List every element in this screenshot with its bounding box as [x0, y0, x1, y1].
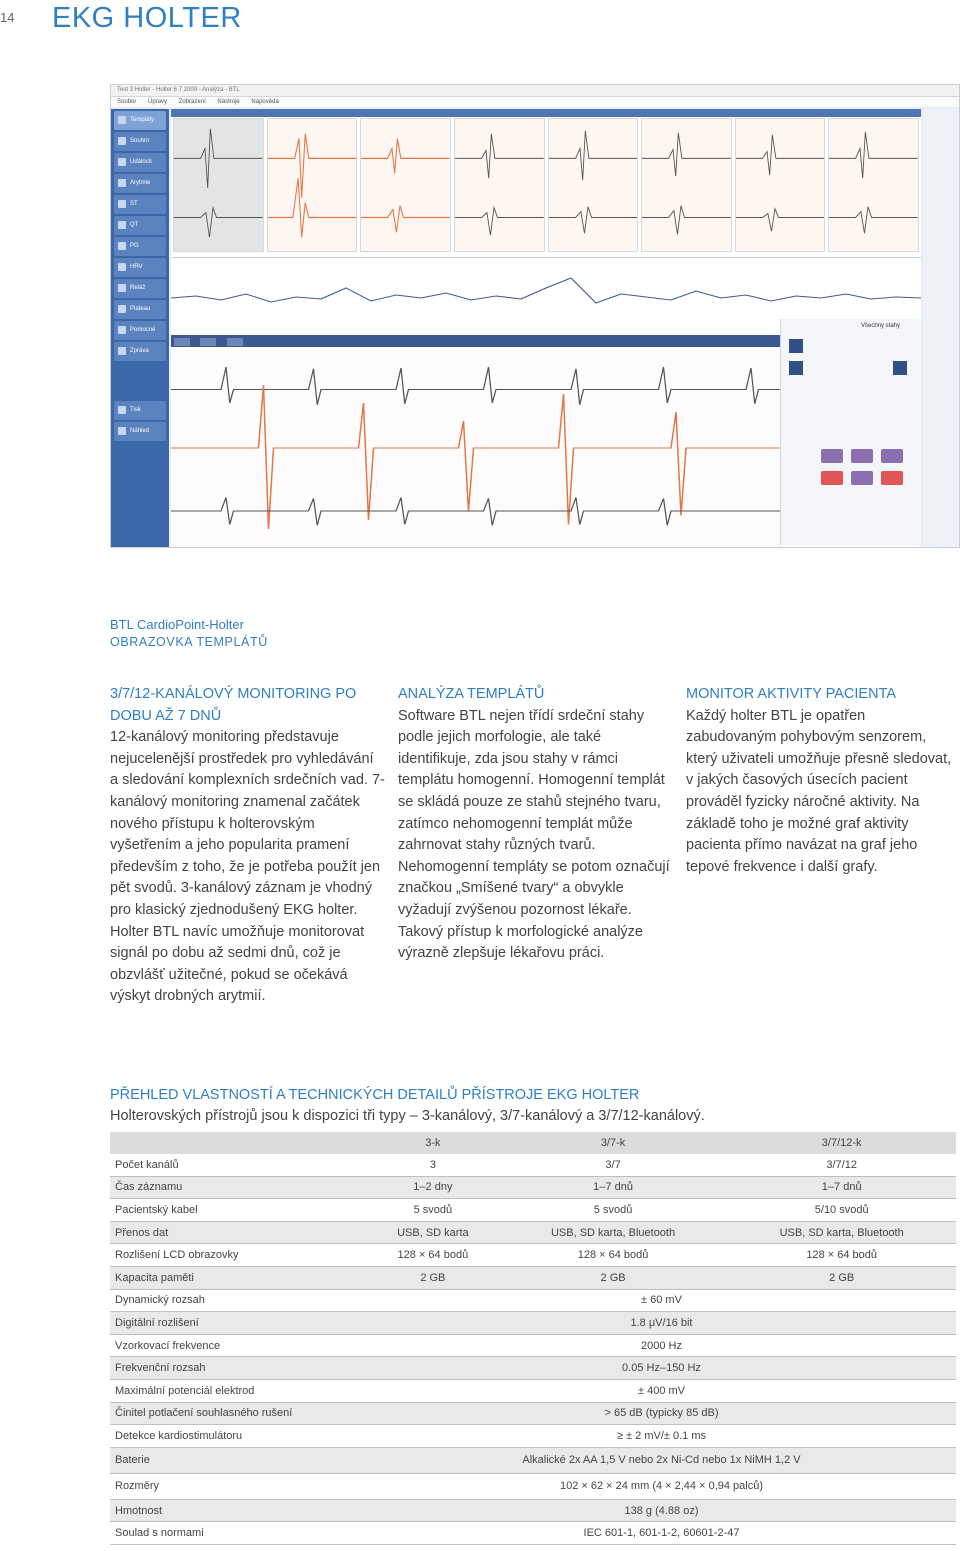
sidebar-item[interactable]: Templáty [114, 111, 166, 130]
menu-item[interactable]: Nástroje [217, 99, 240, 105]
table-row [110, 1357, 956, 1380]
table-row [110, 1334, 956, 1357]
right-toolbar [923, 109, 959, 547]
ecg-trace-icon [268, 119, 357, 251]
specs-heading: PŘEHLED VLASTNOSTÍ A TECHNICKÝCH DETAILŮ PŘÍSTROJE EKG HOLTER [110, 1087, 640, 1103]
specs-table [110, 1132, 956, 1545]
cell: ≥ ± 2 mV/± 0.1 ms [367, 1425, 956, 1448]
ecg-trace-icon [642, 119, 731, 251]
column-heading: ANALÝZA TEMPLÁTŮ [398, 686, 545, 702]
cell: 5/10 svodů [727, 1199, 956, 1222]
text-column [686, 684, 958, 878]
table-row [110, 1266, 956, 1289]
table-row [110, 1312, 956, 1335]
table-row [110, 1199, 956, 1222]
first-button[interactable] [789, 361, 803, 375]
row-label: Hmotnost [110, 1499, 367, 1522]
ecg-trace-icon [736, 119, 825, 251]
template-card[interactable] [267, 118, 358, 252]
template-color-button[interactable] [851, 449, 873, 463]
cell: 128 × 64 bodů [367, 1244, 499, 1267]
table-header-row [110, 1132, 956, 1154]
page-title: EKG HOLTER [52, 2, 242, 34]
cell: ± 60 mV [367, 1289, 956, 1312]
sidebar-item[interactable]: Pomocné [114, 321, 166, 340]
row-label: Počet kanálů [110, 1154, 367, 1176]
table-row [110, 1499, 956, 1522]
row-label: Maximální potenciál elektrod [110, 1379, 367, 1402]
row-label: Digitální rozlišení [110, 1312, 367, 1335]
table-header-cell: 3/7-k [499, 1132, 728, 1154]
row-label: Vzorkovací frekvence [110, 1334, 367, 1357]
menu-item[interactable]: Zobrazení [178, 99, 206, 105]
template-color-button[interactable] [821, 471, 843, 485]
sidebar-item[interactable]: Zpráva [114, 342, 166, 361]
row-label: Rozměry [110, 1473, 367, 1499]
tab[interactable] [227, 338, 243, 346]
sidebar-item[interactable]: PG [114, 237, 166, 256]
sidebar-item[interactable]: Tisk [114, 401, 166, 420]
cell: 5 svodů [367, 1199, 499, 1222]
cell: 2 GB [367, 1266, 499, 1289]
cell: 1.8 μV/16 bit [367, 1312, 956, 1335]
cell: USB, SD karta [367, 1221, 499, 1244]
cell: 5 svodů [499, 1199, 728, 1222]
row-label: Čas záznamu [110, 1176, 367, 1199]
template-card[interactable] [454, 118, 545, 252]
sidebar-item[interactable]: Plateau [114, 300, 166, 319]
table-row [110, 1244, 956, 1267]
table-row [110, 1221, 956, 1244]
column-body: Software BTL nejen třídí srdeční stahy podle jejich morfologie, ale také identifikuje, zda jsou stahy v rámci templátu homogenní. Homogenní templát se skládá pouze ze stahů stejného tvaru, zatímco nehomogenní templát může zahrnovat stahy různých tvarů. Nehomogenní templáty se potom označují značkou „Smíšené tvary“ a obvykle vyžadují zvýšenou pozornost lékaře. Takový přístup k morfologické analýze výrazně zlepšuje lékařovu práci. [398, 707, 670, 962]
row-label: Baterie [110, 1447, 367, 1473]
cell: USB, SD karta, Bluetooth [727, 1221, 956, 1244]
template-grid [171, 118, 921, 252]
table-header-blank [110, 1132, 367, 1154]
tab[interactable] [200, 338, 216, 346]
cell: USB, SD karta, Bluetooth [499, 1221, 728, 1244]
menu-item[interactable]: Soubor [117, 99, 137, 105]
row-label: Detekce kardiostimulátoru [110, 1425, 367, 1448]
row-label: Frekvenční rozsah [110, 1357, 367, 1380]
sidebar-item[interactable]: HRV [114, 258, 166, 277]
software-screenshot [110, 84, 960, 548]
sidebar-item[interactable]: Arytmie [114, 174, 166, 193]
sidebar-item[interactable]: QT [114, 216, 166, 235]
row-label: Kapacita paměti [110, 1266, 367, 1289]
table-row [110, 1473, 956, 1499]
row-label: Činitel potlačení souhlasného rušení [110, 1402, 367, 1425]
cell: 1–7 dnů [727, 1176, 956, 1199]
text-column [398, 684, 673, 965]
cell: > 65 dB (typicky 85 dB) [367, 1402, 956, 1425]
ecg-trace-icon [455, 119, 544, 251]
cell: 1–2 dny [367, 1176, 499, 1199]
navigation-panel [780, 319, 921, 545]
text-column [110, 684, 385, 1008]
template-color-button[interactable] [821, 449, 843, 463]
column-heading: 3/7/12-KANÁLOVÝ MONITORING PO DOBU AŽ 7 DNŮ [110, 686, 357, 724]
template-header-strip [171, 109, 921, 117]
table-row [110, 1425, 956, 1448]
caption-product: BTL CardioPoint-Holter [110, 617, 244, 632]
cell: 128 × 64 bodů [499, 1244, 728, 1267]
sidebar-item[interactable]: Události [114, 153, 166, 172]
row-label: Dynamický rozsah [110, 1289, 367, 1312]
table-row [110, 1154, 956, 1176]
table-row [110, 1447, 956, 1473]
last-button[interactable] [893, 361, 907, 375]
template-card[interactable] [641, 118, 732, 252]
template-color-button[interactable] [881, 471, 903, 485]
sidebar-item[interactable]: Reláž [114, 279, 166, 298]
column-heading: MONITOR AKTIVITY PACIENTA [686, 686, 897, 702]
cell: Alkalické 2x AA 1,5 V nebo 2x Ni-Cd nebo 1x NiMH 1,2 V [367, 1447, 956, 1473]
cell: 102 × 62 × 24 mm (4 × 2,44 × 0,94 palců) [367, 1473, 956, 1499]
sidebar-item[interactable]: Náhled [114, 422, 166, 441]
cell: 2 GB [499, 1266, 728, 1289]
cell: 2 GB [727, 1266, 956, 1289]
sidebar [111, 109, 169, 547]
cell: 1–7 dnů [499, 1176, 728, 1199]
table-row [110, 1402, 956, 1425]
template-card[interactable] [360, 118, 451, 252]
cell: 138 g (4.88 oz) [367, 1499, 956, 1522]
panel-title: Všechny stahy [861, 323, 901, 329]
table-header-cell: 3-k [367, 1132, 499, 1154]
column-body: 12-kanálový monitoring představuje nejucelenější prostředek pro vyhledávání a sledování komplexních srdečních vad. 7-kanálový monitoring znamenal začátek nového přístupu k holterovským vyšetřením a jeho popularita pramení především z toho, že je potřeba použít jen pět svodů. 3-kanálový záznam je vhodný pro klasický zjednodušený EKG holter. Holter BTL navíc umožňuje monitorovat signál po dobu až sedmi dnů, což je obzvlášť užitečné, pokud se očekává výskyt drobných arytmií. [110, 729, 385, 1005]
table-header-cell: 3/7/12-k [727, 1132, 956, 1154]
menu-item[interactable]: Úpravy [148, 99, 168, 105]
template-card[interactable] [828, 118, 919, 252]
table-row [110, 1522, 956, 1545]
table-row [110, 1289, 956, 1312]
row-label: Pacientský kabel [110, 1199, 367, 1222]
cell: 3/7/12 [727, 1154, 956, 1176]
menu-bar [111, 97, 959, 107]
table-row [110, 1379, 956, 1402]
template-color-button[interactable] [881, 449, 903, 463]
tab[interactable] [174, 338, 190, 346]
ecg-trace-icon [174, 119, 263, 251]
template-color-button[interactable] [851, 471, 873, 485]
template-card[interactable] [548, 118, 639, 252]
ecg-trace-icon [549, 119, 638, 251]
page-number: 14 [0, 10, 15, 25]
cell: 3/7 [499, 1154, 728, 1176]
column-body: Každý holter BTL je opatřen zabudovaným pohybovým senzorem, který uživateli umožňuje přesně sledovat, v jakých časových úsecích pacient prováděl fyzicky náročné aktivity. Na základě toho je možné graf aktivity pacienta přímo navázat na graf jeho tepové frekvence i další grafy. [686, 707, 952, 875]
ecg-trace-icon [829, 119, 918, 251]
cell: 2000 Hz [367, 1334, 956, 1357]
caption-screen: OBRAZOVKA TEMPLÁTŮ [110, 635, 268, 649]
prev-button[interactable] [789, 339, 803, 353]
sidebar-item[interactable]: ST [114, 195, 166, 214]
row-label: Soulad s normami [110, 1522, 367, 1545]
template-card[interactable] [735, 118, 826, 252]
row-label: Přenos dat [110, 1221, 367, 1244]
sidebar-item[interactable]: Souhrn [114, 132, 166, 151]
cell: IEC 601-1, 601-1-2, 60601-2-47 [367, 1522, 956, 1545]
cell: 3 [367, 1154, 499, 1176]
window-titlebar: Test 3 Holter - Holter 6 7 2009 - Analýza - BTL [111, 85, 959, 97]
ecg-trace-icon [361, 119, 450, 251]
cell: ± 400 mV [367, 1379, 956, 1402]
table-row [110, 1176, 956, 1199]
cell: 128 × 64 bodů [727, 1244, 956, 1267]
menu-item[interactable]: Nápověda [251, 99, 279, 105]
template-card[interactable] [173, 118, 264, 252]
cell: 0.05 Hz–150 Hz [367, 1357, 956, 1380]
specs-subheading: Holterovských přístrojů jsou k dispozici tři typy – 3-kanálový, 3/7-kanálový a 3/7/12-kanálový. [110, 1108, 705, 1124]
row-label: Rozlišení LCD obrazovky [110, 1244, 367, 1267]
